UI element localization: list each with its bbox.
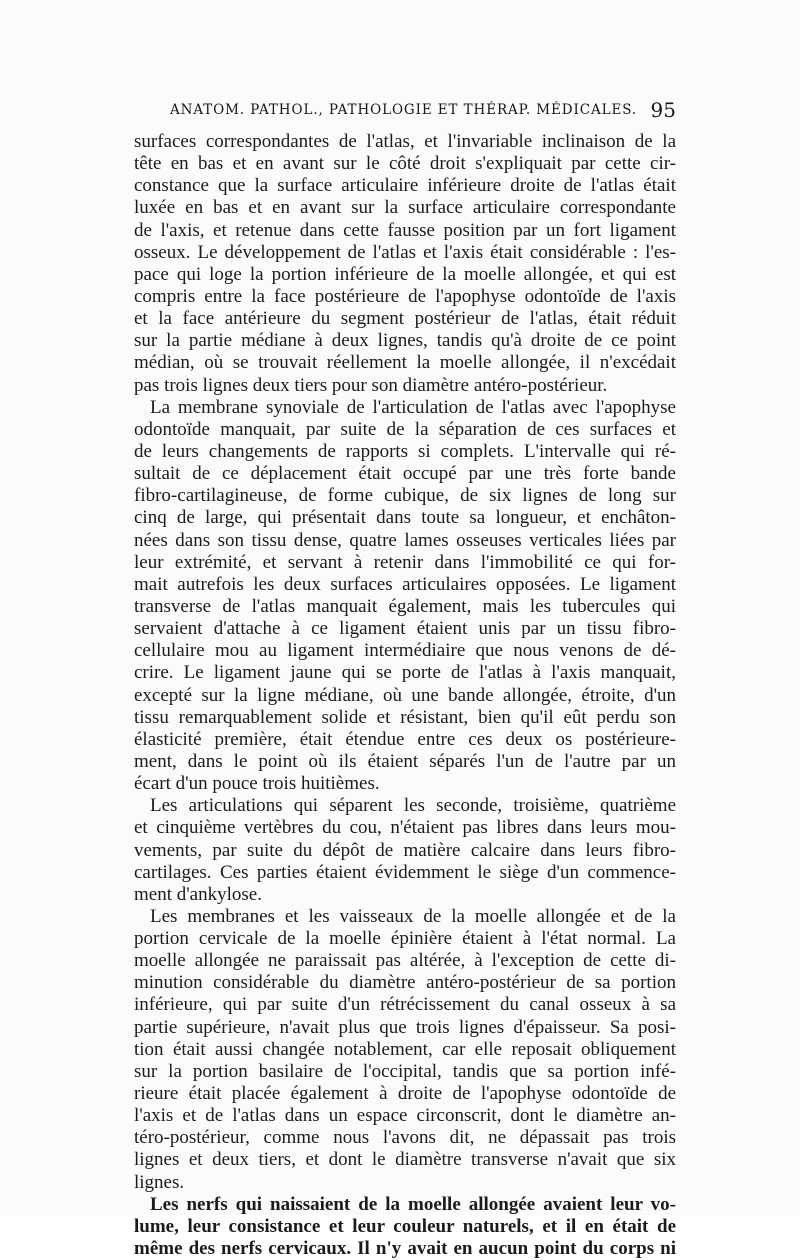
text-line: moelle allongée ne paraissait pas altérée, à l'exception de cette di-	[134, 950, 676, 972]
text-line: fibro-cartilagineuse, de forme cubique, de six lignes de long sur	[134, 485, 676, 507]
text-line: constance que la surface articulaire inférieure droite de l'atlas était	[134, 175, 676, 197]
text-line: sultait de ce déplacement était occupé par une très forte bande	[134, 463, 676, 485]
text-line: cinq de large, qui présentait dans toute sa longueur, et enchâton-	[134, 507, 676, 529]
text-line: excepté sur la ligne médiane, où une bande allongée, étroite, d'un	[134, 684, 676, 706]
paragraph-start-line: La membrane synoviale de l'articulation de l'atlas avec l'apophyse	[150, 396, 676, 418]
text-line: ment, dans le point où ils étaient séparés l'un de l'autre par un	[134, 750, 676, 772]
text-line: tête en bas et en avant sur le côté droit s'expliquait par cette cir-	[134, 153, 676, 175]
text-line: luxée en bas et en avant sur la surface articulaire correspondante	[134, 197, 676, 219]
text-line: tion était aussi changée notablement, car elle reposait obliquement	[134, 1038, 676, 1060]
text-line: partie supérieure, n'avait plus que trois lignes d'épaisseur. Sa posi-	[134, 1016, 676, 1038]
text-line: servaient d'attache à ce ligament étaient unis par un tissu fibro-	[134, 618, 676, 640]
text-line: osseux. Le développement de l'atlas et l'axis était considérable : l'es-	[134, 241, 676, 263]
paragraph-start-line: Les nerfs qui naissaient de la moelle allongée avaient leur vo-	[150, 1193, 676, 1215]
text-line: pace qui loge la portion inférieure de la moelle allongée, et qui est	[134, 263, 676, 285]
text-line: médian, où se trouvait réellement la moelle allongée, il n'excédait	[134, 352, 676, 374]
running-head: ANATOM. PATHOL., PATHOLOGIE ET THÉRAP. MÉDICALES.	[170, 102, 638, 118]
text-line: sur la portion basilaire de l'occipital, tandis que sa portion infé-	[134, 1060, 676, 1082]
text-line: compris entre la face postérieure de l'apophyse odontoïde de l'axis	[134, 285, 676, 307]
text-line: l'axis et de l'atlas dans un espace circonscrit, dont le diamètre an-	[134, 1105, 676, 1127]
text-line: cellulaire mou au ligament intermédiaire que nous venons de dé-	[134, 640, 676, 662]
text-line: téro-postérieur, comme nous l'avons dit, ne dépassait pas trois	[134, 1127, 676, 1149]
text-line: et cinquième vertèbres du cou, n'étaient pas libres dans leurs mou-	[134, 817, 676, 839]
text-line: nées dans son tissu dense, quatre lames osseuses verticales liées par	[134, 529, 676, 551]
text-line: surfaces correspondantes de l'atlas, et l'invariable inclinaison de la	[134, 131, 676, 152]
text-line: mait autrefois les deux surfaces articulaires opposées. Le ligament	[134, 573, 676, 595]
text-line: crire. Le ligament jaune qui se porte de l'atlas à l'axis manquait,	[134, 662, 676, 684]
paragraph-start-line: Les membranes et les vaisseaux de la moelle allongée et de la	[150, 905, 676, 927]
text-line: lignes.	[134, 1171, 185, 1193]
text-line: minution considérable du diamètre antéro-postérieur de sa portion	[134, 972, 676, 994]
text-line: inférieure, qui par suite d'un rétrécissement du canal osseux à sa	[134, 994, 676, 1016]
text-line: odontoïde manquait, par suite de la séparation de ces surfaces et	[134, 418, 676, 440]
text-line: cartilages. Ces parties étaient évidemment le siège d'un commence-	[134, 861, 676, 883]
text-line: sur la partie médiane à deux lignes, tandis qu'à droite de ce point	[134, 330, 676, 352]
paragraph-start-line: Les articulations qui séparent les seconde, troisième, quatrième	[150, 795, 676, 817]
text-line: ment d'ankylose.	[134, 883, 262, 905]
text-line: transverse de l'atlas manquait également, mais les tubercules qui	[134, 595, 676, 617]
text-line: pas trois lignes deux tiers pour son diamètre antéro-postérieur.	[134, 374, 608, 396]
text-line: vements, par suite du dépôt de matière calcaire dans leurs fibro-	[134, 839, 676, 861]
text-line: tissu remarquablement solide et résistant, bien qu'il eût perdu son	[134, 706, 676, 728]
text-line: écart d'un pouce trois huitièmes.	[134, 773, 380, 795]
text-line: et la face antérieure du segment postérieur de l'atlas, était réduit	[134, 308, 676, 330]
text-line: même des nerfs cervicaux. Il n'y avait en aucun point du corps ni	[134, 1238, 676, 1260]
body-text	[134, 131, 676, 1260]
text-line: lume, leur consistance et leur couleur naturels, et il en était de	[134, 1215, 676, 1237]
text-line: portion cervicale de la moelle épinière étaient à l'état normal. La	[134, 928, 676, 950]
page-header	[134, 98, 676, 122]
text-line: rieure était placée également à droite de l'apophyse odontoïde de	[134, 1083, 676, 1105]
page-number: 95	[650, 98, 676, 122]
text-line: de leurs changements de rapports si complets. L'intervalle qui ré-	[134, 440, 676, 462]
text-line: leur extrémité, et servant à retenir dans l'immobilité ce qui for-	[134, 551, 676, 573]
text-line: élasticité première, était étendue entre ces deux os postérieure-	[134, 728, 676, 750]
text-line: de l'axis, et retenue dans cette fausse position par un fort ligament	[134, 219, 676, 241]
text-line: lignes et deux tiers, et dont le diamètre transverse n'avait que six	[134, 1149, 676, 1171]
